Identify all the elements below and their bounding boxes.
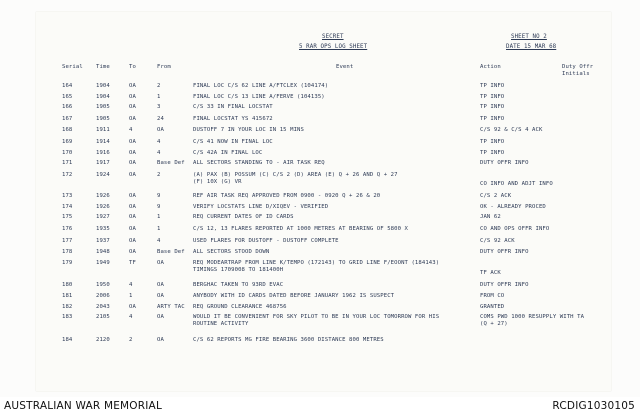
entry-action: DUTY OFFR INFO	[480, 282, 529, 288]
log-row	[0, 204, 640, 214]
entry-time: 1937	[96, 238, 110, 244]
entry-time: 1904	[96, 94, 110, 100]
log-row	[0, 314, 640, 327]
entry-from: OA	[157, 282, 164, 288]
log-row	[0, 304, 640, 314]
entry-serial: 164	[62, 83, 73, 89]
column-header-to: To	[129, 64, 136, 70]
entry-time: 1927	[96, 214, 110, 220]
entry-event: WOULD IT BE CONVENIENT FOR SKY PILOT TO BE IN YOUR LOC TOMORROW FOR HIS	[193, 314, 440, 320]
entry-from: Base Def	[157, 249, 185, 255]
entry-time: 1935	[96, 226, 110, 232]
entry-to: OA	[129, 304, 136, 310]
column-header-action: Action	[480, 64, 501, 70]
sheet-number: SHEET NO 2	[511, 34, 547, 40]
entry-serial: 179	[62, 260, 73, 266]
entry-to: TF	[129, 260, 136, 266]
log-row	[0, 160, 640, 170]
log-row	[0, 83, 640, 93]
entry-to: OA	[129, 83, 136, 89]
entry-action: TP INFO	[480, 116, 505, 122]
entry-to: OA	[129, 249, 136, 255]
log-row	[0, 226, 640, 236]
entry-event: FINAL LOC C/S 13 LINE A/FERVE (104135)	[193, 94, 325, 100]
entry-event: C/S 62 REPORTS MG FIRE BEARING 3600 DISTANCE 800 METRES	[193, 337, 384, 343]
entry-action: TP INFO	[480, 94, 505, 100]
entry-time: 1905	[96, 116, 110, 122]
entry-time: 1948	[96, 249, 110, 255]
column-header-duty-offr: Duty Offr	[562, 64, 594, 70]
entry-to: OA	[129, 160, 136, 166]
entry-serial: 182	[62, 304, 73, 310]
entry-time: 2105	[96, 314, 110, 320]
entry-from: 9	[157, 204, 161, 210]
entry-action: C/S 2 ACK	[480, 193, 512, 199]
entry-from: 2	[157, 83, 161, 89]
entry-action: CO AND OPS OFFR INFO	[480, 226, 550, 232]
column-header-time: Time	[96, 64, 110, 70]
log-row	[0, 293, 640, 303]
footer-reference: RCDIG1030105	[552, 400, 635, 412]
entry-serial: 169	[62, 139, 73, 145]
entry-to: OA	[129, 150, 136, 156]
entry-event: ALL SECTORS STANDING TO - AIR TASK REQ	[193, 160, 325, 166]
entry-to: OA	[129, 104, 136, 110]
entry-action: TP INFO	[480, 83, 505, 89]
entry-event-continued: TIMINGS 1709008 TO 181400H	[193, 267, 284, 273]
entry-serial: 180	[62, 282, 73, 288]
entry-event: ANYBODY WITH ID CARDS DATED BEFORE JANUARY 1962 IS SUSPECT	[193, 293, 395, 299]
entry-serial: 178	[62, 249, 73, 255]
entry-serial: 177	[62, 238, 73, 244]
entry-from: 3	[157, 104, 161, 110]
entry-to: 2	[129, 337, 133, 343]
log-row	[0, 282, 640, 292]
log-row	[0, 181, 640, 191]
entry-time: 1904	[96, 83, 110, 89]
log-row	[0, 150, 640, 160]
entry-serial: 183	[62, 314, 73, 320]
entry-event: C/S 41 NOW IN FINAL LOC	[193, 139, 273, 145]
entry-from: 2	[157, 172, 161, 178]
entry-serial: 175	[62, 214, 73, 220]
entry-action: OK - ALREADY PROCED	[480, 204, 546, 210]
log-row	[0, 214, 640, 224]
entry-from: OA	[157, 293, 164, 299]
entry-to: OA	[129, 172, 136, 178]
entry-action: DUTY OFFR INFO	[480, 160, 529, 166]
entry-from: ARTY TAC	[157, 304, 185, 310]
entry-to: 4	[129, 127, 133, 133]
log-row	[0, 193, 640, 203]
log-row	[0, 104, 640, 114]
entry-event-continued: (F) 10X (G) VR	[193, 179, 242, 185]
log-row	[0, 337, 640, 347]
entry-time: 1916	[96, 150, 110, 156]
entry-to: OA	[129, 226, 136, 232]
column-header-event: Event	[336, 64, 354, 70]
entry-action: JAN 62	[480, 214, 501, 220]
entry-event: BERGHAC TAKEN TO 93RD EVAC	[193, 282, 284, 288]
entry-action: TP INFO	[480, 150, 505, 156]
entry-event: C/S 42A IN FINAL LOC	[193, 150, 263, 156]
entry-from: OA	[157, 337, 164, 343]
entry-serial: 167	[62, 116, 73, 122]
entry-serial: 181	[62, 293, 73, 299]
entry-event: DUSTOFF 7 IN YOUR LOC IN 15 MINS	[193, 127, 304, 133]
entry-event: VERIFY LOCSTATS LINE D/XIQEV - VERIFIED	[193, 204, 329, 210]
entry-from: 24	[157, 116, 164, 122]
entry-from: 9	[157, 193, 161, 199]
entry-action: C/S 92 & C/S 4 ACK	[480, 127, 543, 133]
entry-serial: 173	[62, 193, 73, 199]
entry-to: OA	[129, 94, 136, 100]
entry-time: 1914	[96, 139, 110, 145]
log-row	[0, 238, 640, 248]
entry-event: C/S 33 IN FINAL LOCSTAT	[193, 104, 273, 110]
entry-serial: 172	[62, 172, 73, 178]
entry-action-continued: (Q + 27)	[480, 321, 508, 327]
entry-time: 1905	[96, 104, 110, 110]
entry-action: CO INFO AND ADJT INFO	[480, 181, 553, 187]
footer-bar	[0, 397, 640, 417]
entry-action: DUTY OFFR INFO	[480, 249, 529, 255]
entry-time: 1911	[96, 127, 110, 133]
entry-serial: 166	[62, 104, 73, 110]
entry-to: 1	[129, 293, 133, 299]
entry-event: ALL SECTORS STOOD DOWN	[193, 249, 270, 255]
entry-time: 1917	[96, 160, 110, 166]
entry-from: 1	[157, 214, 161, 220]
entry-action: TP INFO	[480, 139, 505, 145]
entry-from: 1	[157, 226, 161, 232]
log-row	[0, 270, 640, 280]
document-date: DATE 15 MAR 68	[506, 44, 557, 50]
entry-serial: 174	[62, 204, 73, 210]
entry-from: 4	[157, 238, 161, 244]
entry-to: OA	[129, 116, 136, 122]
entry-action: GRANTED	[480, 304, 505, 310]
entry-from: 1	[157, 94, 161, 100]
entry-action: C/S 92 ACK	[480, 238, 515, 244]
log-row	[0, 249, 640, 259]
entry-event: REF AIR TASK REQ APPROVED FROM 0900 - 0920 Q + 26 & 20	[193, 193, 381, 199]
entry-serial: 184	[62, 337, 73, 343]
entry-action: FROM CO	[480, 293, 505, 299]
entry-time: 1926	[96, 204, 110, 210]
log-row	[0, 139, 640, 149]
entry-time: 1950	[96, 282, 110, 288]
footer-source: AUSTRALIAN WAR MEMORIAL	[4, 400, 162, 412]
entry-from: 4	[157, 150, 161, 156]
entry-from: OA	[157, 127, 164, 133]
entry-serial: 176	[62, 226, 73, 232]
entry-to: OA	[129, 204, 136, 210]
entry-action: TP INFO	[480, 104, 505, 110]
log-row	[0, 94, 640, 104]
log-row	[0, 116, 640, 126]
entry-time: 1926	[96, 193, 110, 199]
entry-to: 4	[129, 314, 133, 320]
entry-event: REQ MODEARTRAP FROM LINE K/TEMPO (172143) TO GRID LINE F/EOONT (184143)	[193, 260, 440, 266]
entry-action: COMS PWD 1000 RESUPPLY WITH TA	[480, 314, 585, 320]
document-title: 5 RAR OPS LOG SHEET	[299, 44, 368, 50]
entry-time: 1949	[96, 260, 110, 266]
entry-event: C/S 12, 13 FLARES REPORTED AT 1000 METRES AT BEARING OF 5800 X	[193, 226, 408, 232]
log-row	[0, 127, 640, 137]
entry-event-continued: ROUTINE ACTIVITY	[193, 321, 249, 327]
entry-serial: 165	[62, 94, 73, 100]
entry-from: OA	[157, 314, 164, 320]
entry-from: OA	[157, 260, 164, 266]
entry-to: OA	[129, 214, 136, 220]
entry-to: 4	[129, 282, 133, 288]
entry-event: REQ GROUND CLEARANCE 468756	[193, 304, 287, 310]
entry-event: FINAL LOCSTAT YS 415672	[193, 116, 273, 122]
entry-to: OA	[129, 139, 136, 145]
column-header-initials: Initials	[562, 71, 590, 77]
entry-serial: 171	[62, 160, 73, 166]
column-header-from: From	[157, 64, 171, 70]
entry-event: (A) PAX (B) POSSUM (C) C/S 2 (D) AREA (E) Q + 26 AND Q + 27	[193, 172, 398, 178]
entry-event: USED FLARES FOR DUSTOFF - DUSTOFF COMPLETE	[193, 238, 339, 244]
entry-action: TF ACK	[480, 270, 501, 276]
entry-time: 2120	[96, 337, 110, 343]
entry-from: 4	[157, 139, 161, 145]
entry-event: REQ CURRENT DATES OF ID CARDS	[193, 214, 294, 220]
document-classification: SECRET	[322, 34, 344, 40]
entry-from: Base Def	[157, 160, 185, 166]
entry-event: FINAL LOC C/S 62 LINE A/FTCLEX (104174)	[193, 83, 329, 89]
column-header-serial: Serial	[62, 64, 83, 70]
entry-to: OA	[129, 238, 136, 244]
entry-to: OA	[129, 193, 136, 199]
entry-time: 2043	[96, 304, 110, 310]
entry-serial: 170	[62, 150, 73, 156]
entry-time: 2006	[96, 293, 110, 299]
entry-serial: 168	[62, 127, 73, 133]
entry-time: 1924	[96, 172, 110, 178]
